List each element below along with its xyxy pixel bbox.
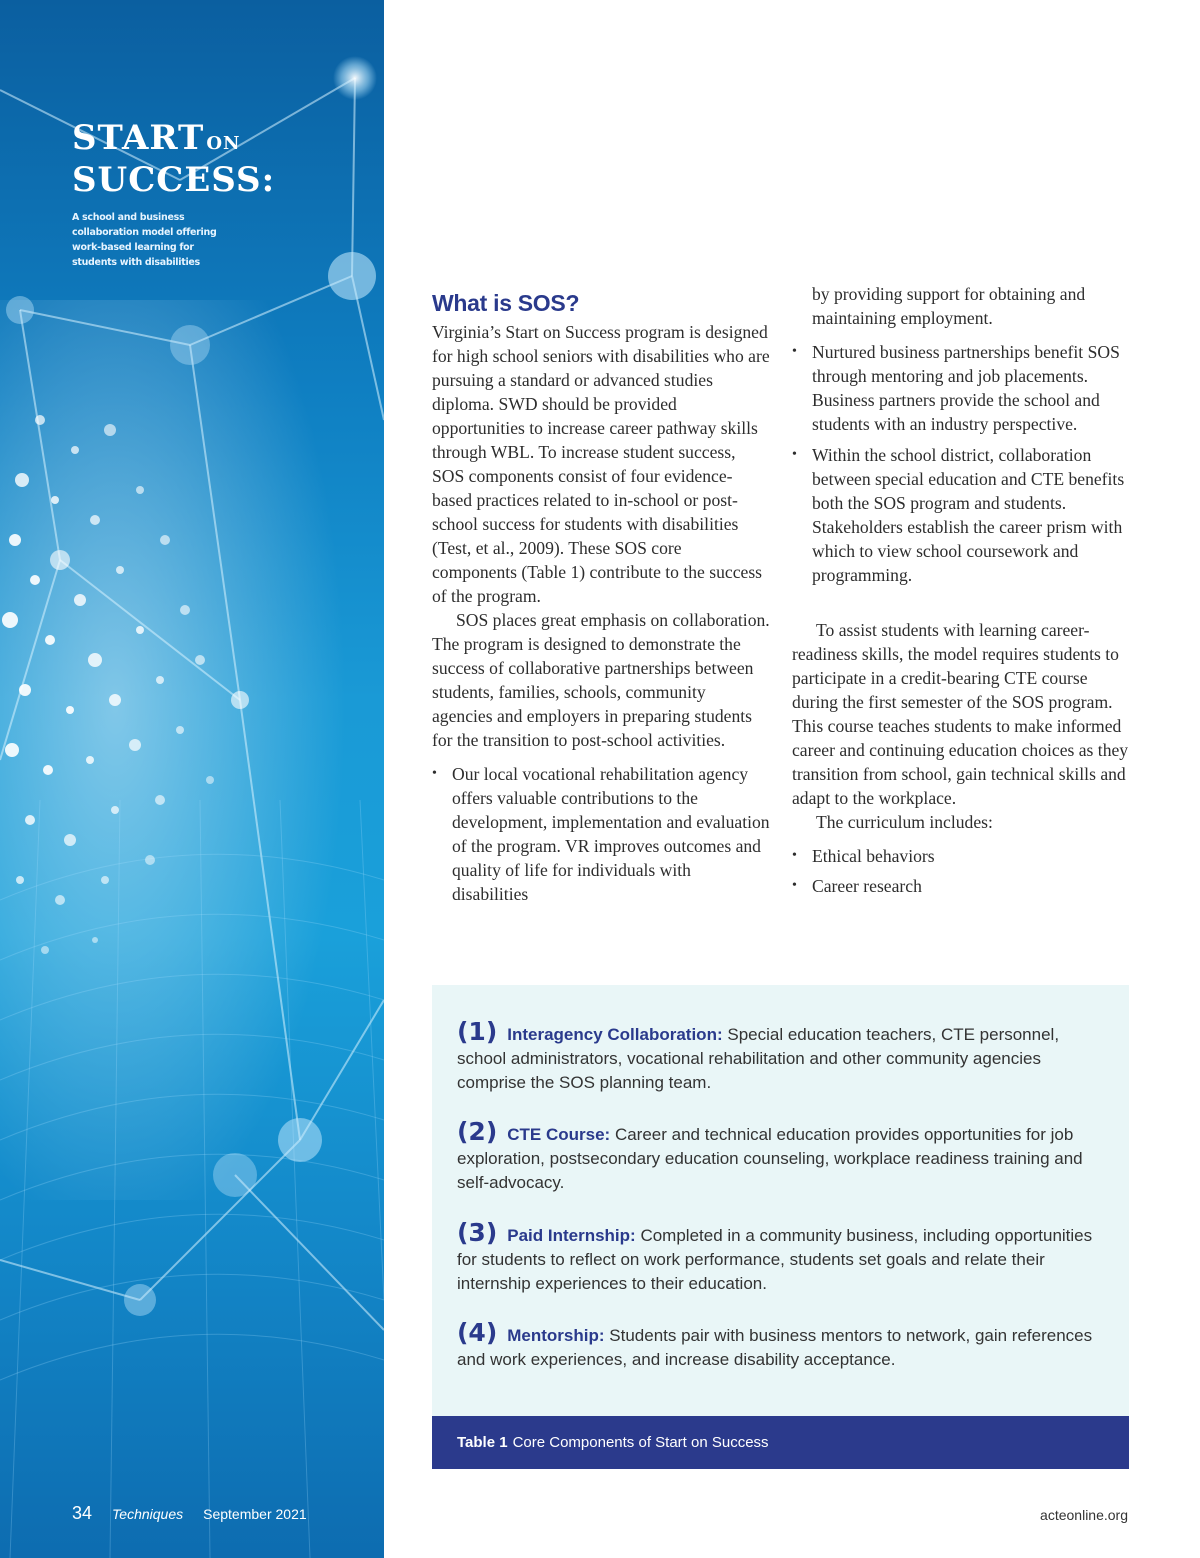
- caption-label: Table 1: [457, 1434, 508, 1451]
- table-item-internship: [457, 1218, 1097, 1296]
- item-number: (4): [457, 1318, 498, 1347]
- section-heading: What is SOS?: [432, 290, 580, 316]
- title-line-start: START ON: [72, 118, 241, 158]
- item-number: (3): [457, 1218, 498, 1247]
- list-item: • Within the school district, collaboration between special education and CTE benefits both the SOS program and students. Stakeholders establish the career prism with which to view school coursework and programming.: [792, 443, 1130, 587]
- curriculum-list: [792, 844, 1130, 898]
- paragraph-collaboration: SOS places great emphasis on collaboration. The program is designed to demonstrate the success of collaborative partnerships between students, families, schools, community agencies and employers in preparing students for the transition to post-school activities.: [432, 610, 770, 750]
- sidebar-subtitle: A school and business collaboration model offering work-based learning for students with disabilities: [72, 212, 217, 268]
- table-item-cte-course: [457, 1117, 1097, 1195]
- caption-text: Core Components of Start on Success: [512, 1434, 769, 1451]
- paragraph-intro: Virginia’s Start on Success program is designed for high school seniors with disabilities who are pursuing a standard or advanced studies diploma. SWD should be provided opportunities to increase career pathway skills through WBL. To increase student success, SOS components consist of four evidence-based practices related to in-school or post-school success for students with disabilities (Test, et al., 2009). These SOS core components (Table 1) contribute to the success of the program.: [432, 322, 770, 606]
- decorative-sidebar: [0, 0, 384, 1558]
- title-line-success: SUCCESS:: [72, 160, 276, 200]
- item-text: Special education teachers, CTE personnel, school administrators, vocational rehabilitation and other community agencies comprise the SOS planning team.: [457, 1025, 1060, 1092]
- item-label: Mentorship:: [507, 1326, 605, 1345]
- website-url: acteonline.org: [1040, 1507, 1128, 1523]
- item-label: Interagency Collaboration:: [507, 1025, 723, 1044]
- item-label: Paid Internship:: [507, 1226, 636, 1245]
- partnership-list-continued: [792, 340, 1130, 587]
- item-text: Students pair with business mentors to network, gain references and work experiences, and increase disability acceptance.: [457, 1326, 1093, 1369]
- paragraph-cte-course: To assist students with learning career-readiness skills, the model requires students to participate in a credit-bearing CTE course during the first semester of the SOS program. This course teaches students to make informed career and continuing education choices as they transition from school, gain technical skills and adapt to the workplace.: [792, 620, 1129, 808]
- title-on: ON: [206, 133, 241, 154]
- footer-left: [72, 1503, 307, 1524]
- core-components-table: [432, 985, 1129, 1469]
- item-text: Completed in a community business, including opportunities for students to reflect on work performance, students set goals and relate their internship experiences to their education.: [457, 1226, 1093, 1293]
- list-item: • Nurtured business partnerships benefit SOS through mentoring and job placements. Business partners provide the school and students with an industry perspective.: [792, 340, 1130, 436]
- table-item-mentorship: [457, 1318, 1097, 1372]
- article-column-2: [792, 282, 1130, 904]
- paragraph-curriculum-intro: The curriculum includes:: [816, 812, 993, 832]
- publication-name: Techniques: [112, 1506, 184, 1522]
- page-number: 34: [72, 1503, 93, 1523]
- list-item: • Our local vocational rehabilitation agency offers valuable contributions to the development, implementation and evaluation of the program. VR improves outcomes and quality of life for individuals with disabilities: [432, 762, 770, 906]
- partnership-list: [432, 762, 770, 906]
- item-number: (1): [457, 1017, 498, 1046]
- table-caption: [432, 1416, 1129, 1469]
- list-item: • Ethical behaviors: [792, 844, 1130, 868]
- issue-date: September 2021: [203, 1506, 307, 1522]
- list-item-continuation: by providing support for obtaining and maintaining employment.: [812, 284, 1086, 328]
- item-label: CTE Course:: [507, 1125, 611, 1144]
- sidebar-title-block: [72, 120, 275, 270]
- table-item-interagency: [457, 1017, 1097, 1095]
- item-number: (2): [457, 1117, 498, 1146]
- item-text: Career and technical education provides opportunities for job exploration, postsecondary education counseling, workplace readiness training and self-advocacy.: [457, 1125, 1083, 1192]
- article-column-1: [432, 288, 770, 913]
- list-item: • Career research: [792, 874, 1130, 898]
